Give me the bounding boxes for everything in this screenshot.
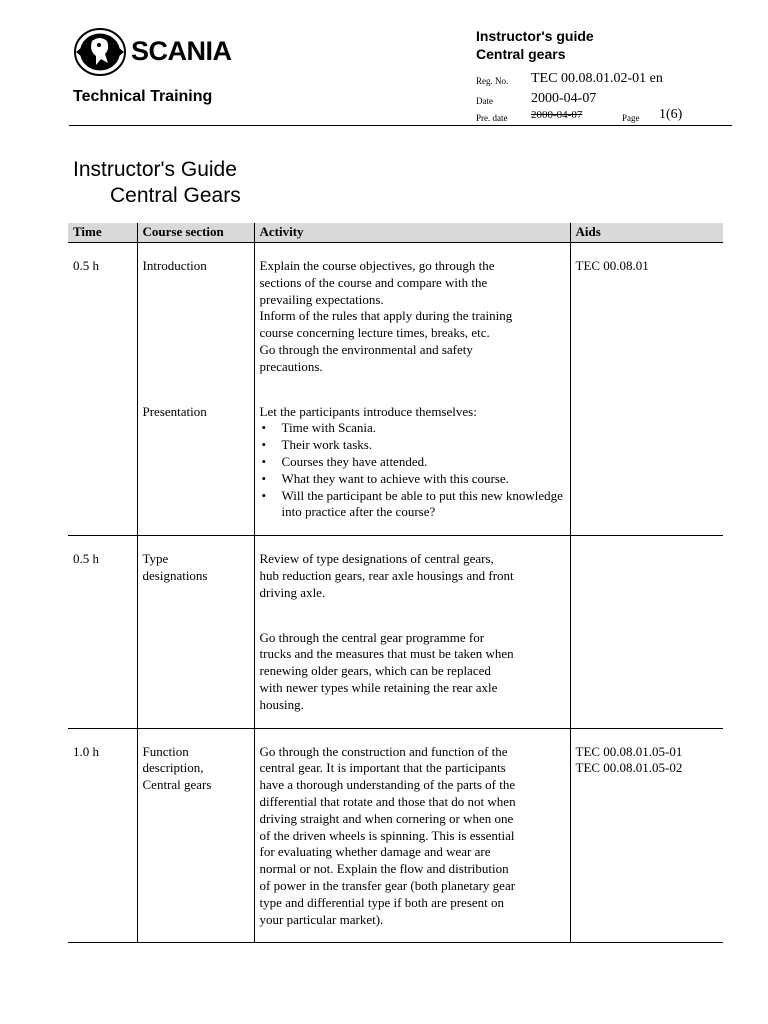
activity-line: normal or not. Explain the flow and distribution xyxy=(259,861,509,877)
row-aids xyxy=(570,243,723,376)
bullet-item: • Time with Scania. xyxy=(282,420,565,437)
row-section xyxy=(137,536,254,728)
activity-intro: Let the participants introduce themselves: xyxy=(259,403,477,419)
reg-value: TEC 00.08.01.02-01 en xyxy=(531,71,663,86)
activity-line: type and differential type if both are present on xyxy=(259,894,505,910)
activity-line: housing. xyxy=(259,696,304,712)
activity-line: driving axle. xyxy=(259,584,326,600)
page-label: Page xyxy=(622,113,640,123)
section-line: Type xyxy=(142,551,169,567)
activity-line: renewing older gears, which can be replaced xyxy=(259,663,491,679)
row-aids xyxy=(570,728,723,943)
section-line: designations xyxy=(142,567,208,583)
row-activity xyxy=(254,243,570,376)
reg-label: Reg. No. xyxy=(476,76,509,86)
bullet-item: • Will the participant be able to put this new knowledge into practice after the course? xyxy=(282,488,565,522)
bullet-item: • Their work tasks. xyxy=(282,437,565,454)
row-aids xyxy=(570,376,723,536)
row-time: 1.0 h xyxy=(68,728,137,943)
predate-value: 2000-04-07 xyxy=(531,109,583,121)
activity-line: Inform of the rules that apply during the training xyxy=(259,308,513,324)
bullet-item: • Courses they have attended. xyxy=(282,454,565,471)
header-course-section: Course section xyxy=(137,223,254,243)
header-aids: Aids xyxy=(570,223,723,243)
section-line: description, xyxy=(142,760,204,776)
row-aids xyxy=(570,536,723,728)
date-value: 2000-04-07 xyxy=(531,91,597,106)
activity-line: Explain the course objectives, go through the xyxy=(259,258,495,273)
row-activity xyxy=(254,728,570,943)
row-activity xyxy=(254,376,570,536)
table-header-row xyxy=(68,223,723,243)
row-time: 0.5 h xyxy=(73,258,99,273)
header-divider xyxy=(69,125,732,126)
section-line: Function xyxy=(142,743,189,759)
header-activity: Activity xyxy=(254,223,570,243)
activity-line: course concerning lecture times, breaks, etc. xyxy=(259,325,490,341)
activity-line: precautions. xyxy=(259,358,323,374)
page-number: 1(6) xyxy=(659,107,683,122)
activity-line: Review of type designations of central gears, xyxy=(259,551,494,567)
activity-line: of the driven wheels is spinning. This is essential xyxy=(259,827,515,843)
activity-line: trucks and the measures that must be taken when xyxy=(259,646,514,662)
page-subtitle: Central Gears xyxy=(110,184,241,207)
row-time xyxy=(68,376,137,536)
activity-line: hub reduction gears, rear axle housings and front xyxy=(259,567,514,583)
row-activity xyxy=(254,536,570,728)
date-label: Date xyxy=(476,96,493,106)
activity-line: of power in the transfer gear (both planetary gear xyxy=(259,877,516,893)
paragraph-gap xyxy=(260,602,565,630)
row-time: 0.5 h xyxy=(68,536,137,728)
header-time: Time xyxy=(68,223,137,243)
table-row xyxy=(68,536,723,728)
activity-line: Go through the central gear programme for xyxy=(259,629,485,645)
row-section: Presentation xyxy=(137,376,254,536)
aid-reference: TEC 00.08.01.05-01 xyxy=(575,743,683,759)
activity-line: Go through the environmental and safety xyxy=(259,341,473,357)
activity-line: have a thorough understanding of the parts of the xyxy=(259,777,516,793)
brand-name: SCANIA xyxy=(131,36,232,66)
activity-line: for evaluating whether damage and wear are xyxy=(259,844,491,860)
scania-griffin-logo-icon xyxy=(74,27,126,77)
section-label: Technical Training xyxy=(73,88,213,105)
aid-reference: TEC 00.08.01 xyxy=(575,258,649,273)
bullet-list xyxy=(260,420,565,521)
predate-label: Pre. date xyxy=(476,113,508,123)
table-row xyxy=(68,728,723,943)
activity-line: prevailing expectations. xyxy=(259,291,384,307)
activity-line: driving straight and when cornering or when one xyxy=(259,810,514,826)
row-section: Introduction xyxy=(137,243,254,376)
activity-line: sections of the course and compare with the xyxy=(259,274,488,290)
bullet-item: • What they want to achieve with this course. xyxy=(282,471,565,488)
page-title: Instructor's Guide xyxy=(73,158,237,181)
doc-title-line-2: Central gears xyxy=(476,46,566,62)
doc-title-line-1: Instructor's guide xyxy=(476,28,594,44)
table-row xyxy=(68,376,723,536)
table-row xyxy=(68,243,723,376)
course-table xyxy=(68,223,723,943)
activity-line: Go through the construction and function of the xyxy=(259,743,508,759)
activity-line: with newer types while retaining the rear axle xyxy=(259,679,498,695)
row-section xyxy=(137,728,254,943)
section-line: Central gears xyxy=(142,777,212,793)
aid-reference: TEC 00.08.01.05-02 xyxy=(575,760,683,776)
activity-line: differential that rotate and those that do not when xyxy=(259,793,516,809)
activity-line: central gear. It is important that the participants xyxy=(259,760,506,776)
activity-line: your particular market). xyxy=(259,911,384,927)
